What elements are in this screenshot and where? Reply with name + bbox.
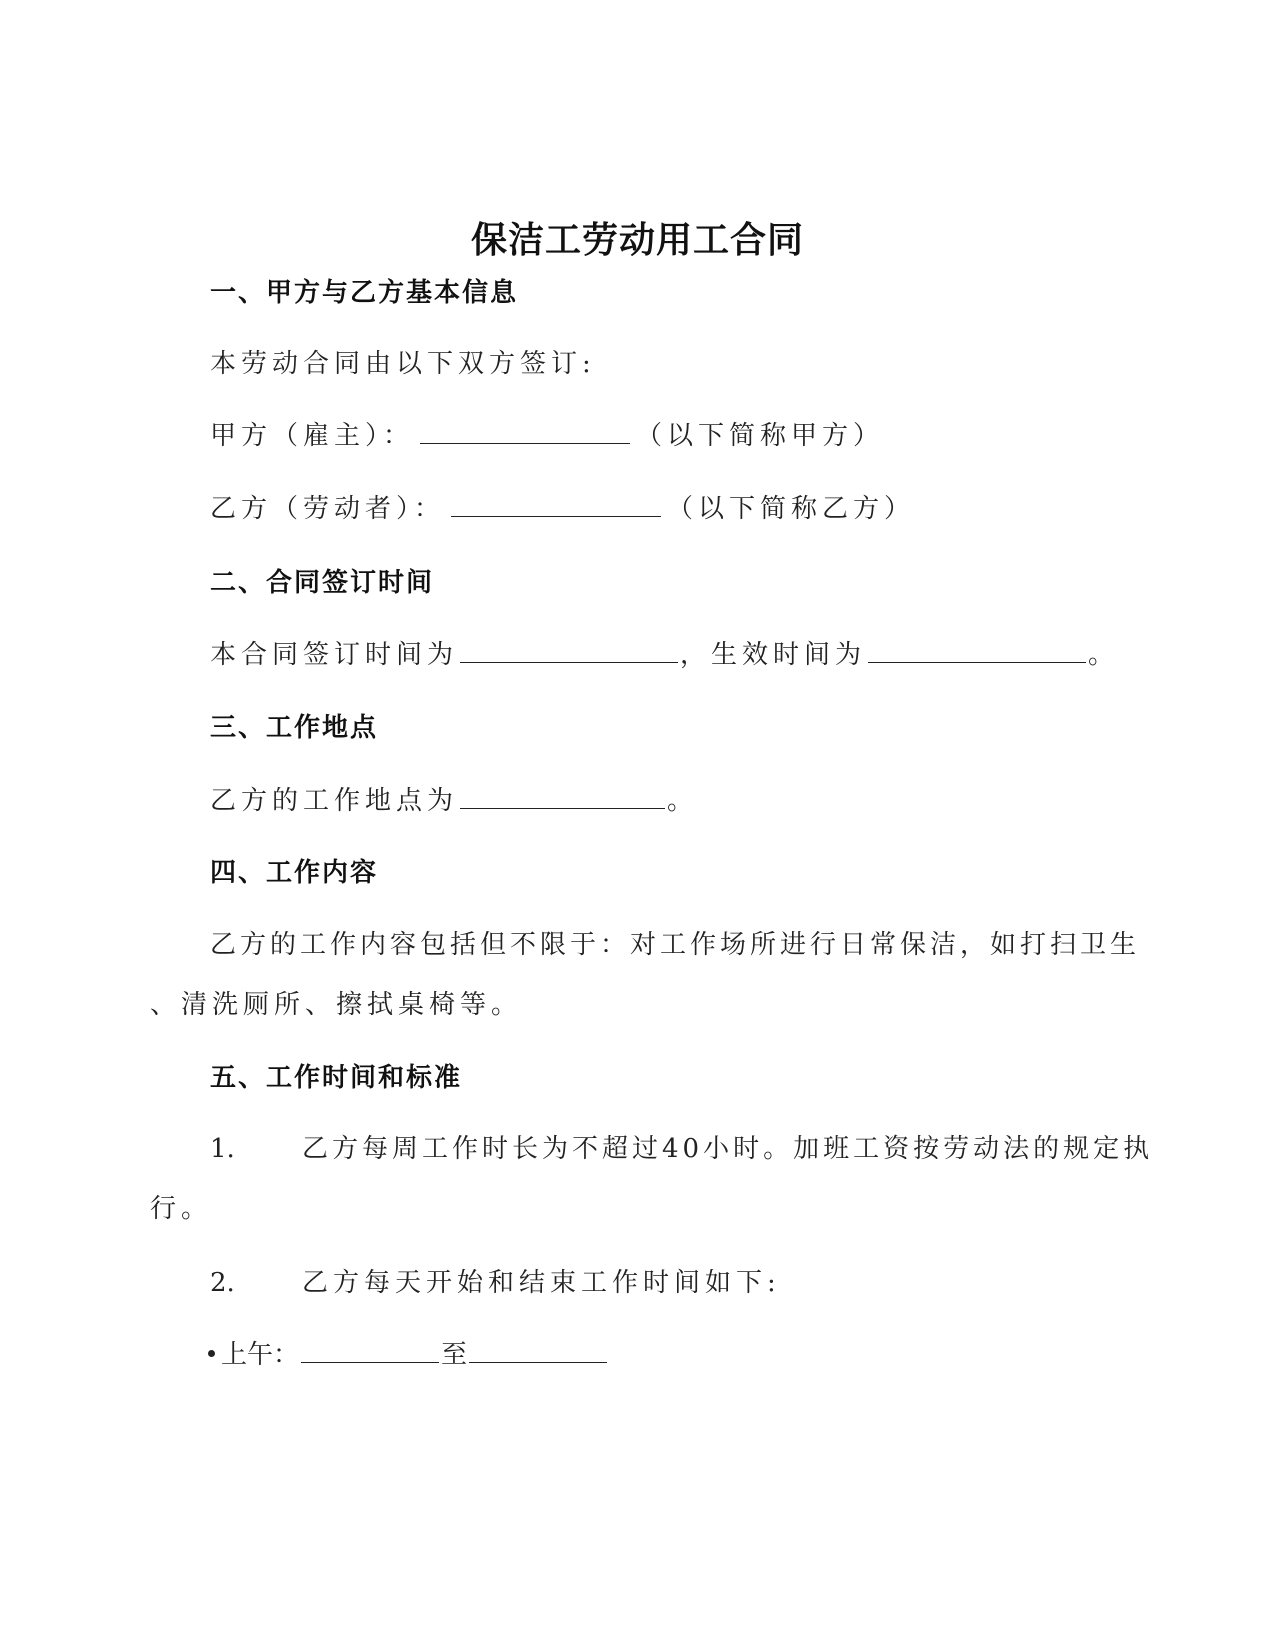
sign-date-line <box>210 634 1119 671</box>
effective-date-blank <box>868 640 1086 663</box>
morning-label: 上午： <box>221 1340 300 1370</box>
sign-date-blank <box>460 640 678 663</box>
intro-paragraph: 本劳动合同由以下双方签订: <box>210 349 596 379</box>
party-b-blank <box>451 494 661 517</box>
work-content-line-2: 、清洗厕所、擦拭桌椅等。 <box>150 990 523 1020</box>
party-b-label: 乙方（劳动者）： <box>210 494 446 524</box>
morning-hours-bullet <box>208 1334 609 1371</box>
party-a-label: 甲方（雇主）： <box>210 421 415 451</box>
section-heading-work-hours: 五、工作时间和标准 <box>210 1063 463 1093</box>
party-b-line <box>210 488 915 525</box>
sign-date-label: 本合同签订时间为 <box>210 640 459 670</box>
morning-start-blank <box>301 1340 439 1363</box>
section-heading-work-location: 三、工作地点 <box>210 713 379 743</box>
morning-end-blank <box>469 1340 607 1363</box>
item-1-text: 乙方每周工作时长为不超过40小时。加班工资按劳动法的规定执 <box>302 1134 1154 1164</box>
work-hours-item-1 <box>210 1128 1153 1165</box>
work-location-label: 乙方的工作地点为 <box>210 786 459 816</box>
work-content-line-1: 乙方的工作内容包括但不限于：对工作场所进行日常保洁，如打扫卫生 <box>210 930 1141 960</box>
section-heading-basic-info: 一、甲方与乙方基本信息 <box>210 278 519 308</box>
party-b-suffix: （以下简称乙方） <box>667 494 916 524</box>
section-heading-work-content: 四、工作内容 <box>210 858 379 888</box>
effective-date-label: ，生效时间为 <box>680 640 867 670</box>
morning-to: 至 <box>441 1340 468 1370</box>
bullet-dot-icon <box>208 1350 215 1357</box>
work-location-blank <box>460 786 665 809</box>
party-a-line <box>210 415 884 452</box>
work-hours-item-1-cont: 行。 <box>150 1194 213 1224</box>
item-2-text: 乙方每天开始和结束工作时间如下: <box>302 1268 781 1298</box>
work-location-end: 。 <box>667 786 699 816</box>
document-title: 保洁工劳动用工合同 <box>470 220 804 261</box>
sign-date-end: 。 <box>1088 640 1120 670</box>
party-a-suffix: （以下简称甲方） <box>636 421 885 451</box>
party-a-blank <box>420 421 630 444</box>
work-hours-item-2 <box>210 1262 781 1299</box>
work-location-line <box>210 780 698 817</box>
item-number: 2. <box>210 1268 235 1298</box>
item-number: 1. <box>210 1134 235 1164</box>
section-heading-sign-date: 二、合同签订时间 <box>210 568 435 598</box>
